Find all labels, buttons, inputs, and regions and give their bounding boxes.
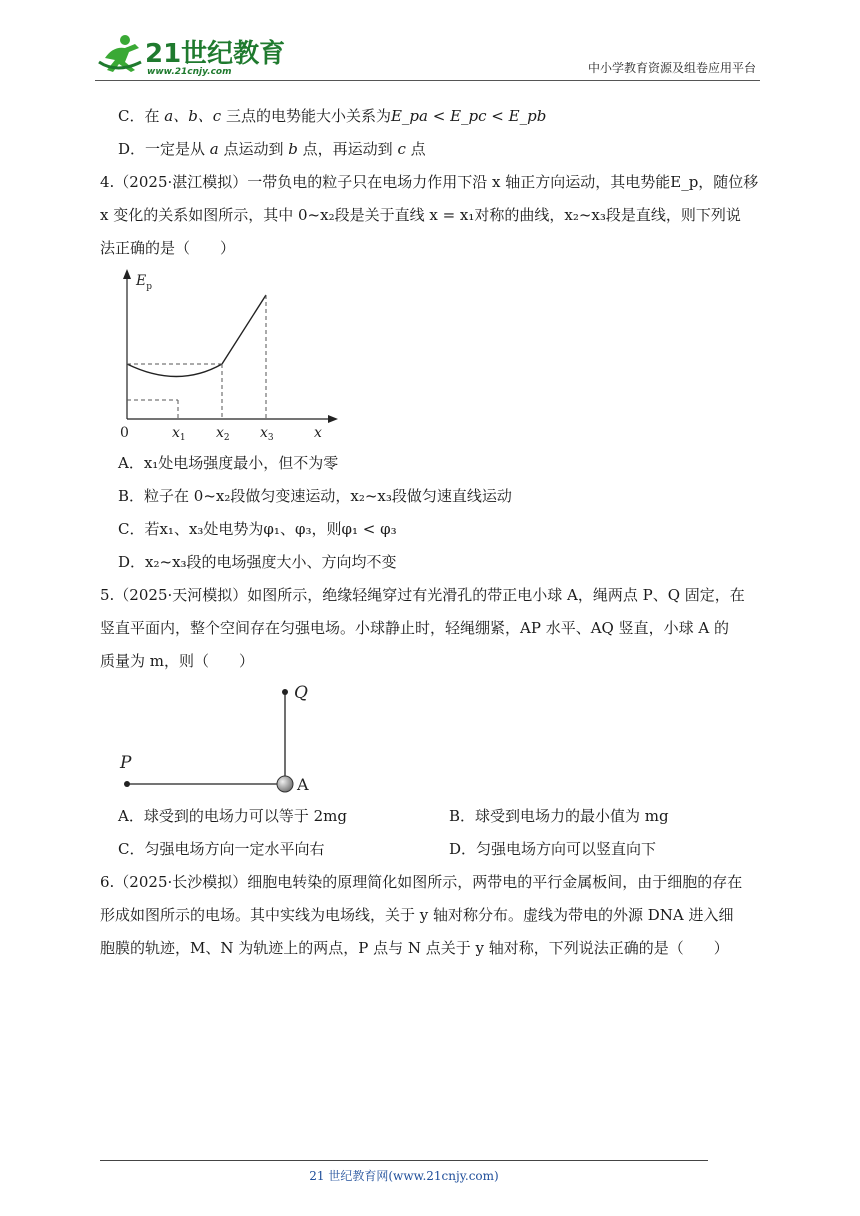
q5-stem-line-3: 质量为 m，则（ ） [100, 652, 254, 670]
q4-stem-line-2: x 变化的关系如图所示，其中 0~x₂段是关于直线 x = x₁对称的曲线，x₂~x₃段是直线，则下列说 [100, 206, 741, 224]
q5-options-row-1 [100, 800, 762, 833]
q4-stem-line-1: 4.（2025·湛江模拟）一带负电的粒子只在电场力作用下沿 x 轴正方向运动，其电势能E_p，随位移 [100, 173, 759, 191]
q6-stem-line-2: 形成如图所示的电场。其中实线为电场线，关于 y 轴对称分布。虚线为带电的外源 DNA 进入细 [100, 906, 734, 924]
q5-stem-line-1: 5.（2025·天河模拟）如图所示，绝缘轻绳穿过有光滑孔的带正电小球 A，绳两点 P、Q 固定，在 [100, 586, 745, 604]
q5-stem-line-2: 竖直平面内，整个空间存在匀强电场。小球静止时，轻绳绷紧，AP 水平、AQ 竖直，小球 A 的 [100, 619, 729, 637]
q5-options-row-2 [100, 833, 762, 866]
site-logo [95, 32, 286, 80]
graph-x1-label: $x_1$ [172, 425, 186, 443]
q4-option-a: A．x₁处电场强度最小，但不为零 [118, 454, 339, 472]
svg-text:www.21cnjy.com: www.21cnjy.com [147, 67, 232, 77]
graph-x3-label: $x_3$ [260, 425, 274, 443]
page-footer: 21 世纪教育网(www.21cnjy.com) [100, 1160, 708, 1184]
point-q-label: Q [294, 683, 308, 703]
runner-logo-icon [99, 35, 141, 72]
q3-option-c-math: E_pa < E_pc < E_pb [390, 107, 547, 125]
graph-y-label: E [136, 273, 147, 289]
graph-x2-label: $x_2$ [216, 425, 230, 443]
q3-option-c: C．在 a、b、c 三点的电势能大小关系为E_pa < E_pc < E_pb [118, 107, 547, 125]
q4-option-d: D．x₂~x₃段的电场强度大小、方向均不变 [118, 553, 397, 571]
q5-option-b: B．球受到电场力的最小值为 mg [449, 807, 669, 825]
q5-option-c: C．匀强电场方向一定水平向右 [118, 840, 325, 858]
q4-option-b: B．粒子在 0~x₂段做匀变速运动，x₂~x₃段做匀速直线运动 [118, 487, 512, 505]
q3-option-d: D．一定是从 a 点运动到 b 点，再运动到 c 点 [118, 140, 426, 158]
platform-name: 中小学教育资源及组卷应用平台 [587, 61, 756, 75]
q4-stem-line-3: 法正确的是（ ） [100, 239, 236, 257]
graph-x-axis-label: x [314, 425, 322, 441]
point-p-label: P [120, 753, 132, 773]
svg-text:Ep: $E_p$ [136, 273, 152, 292]
graph-origin-label: 0 [120, 425, 129, 441]
q4-energy-graph [114, 267, 374, 447]
ball-a [277, 776, 293, 792]
svg-text:21世纪教育: 21世纪教育 [145, 39, 286, 69]
q5-option-d: D．匀强电场方向可以竖直向下 [449, 840, 657, 858]
q4-option-c: C．若x₁、x₃处电势为φ₁、φ₃，则φ₁ < φ₃ [118, 520, 397, 538]
q5-rope-figure [114, 678, 374, 800]
question-content [100, 100, 762, 965]
q5-option-a: A．球受到的电场力可以等于 2mg [118, 807, 347, 825]
q6-stem-line-1: 6.（2025·长沙模拟）细胞电转染的原理简化如图所示，两带电的平行金属板间，由于细胞的存在 [100, 873, 743, 891]
page-header [95, 28, 760, 81]
q6-stem-line-3: 胞膜的轨迹，M、N 为轨迹上的两点，P 点与 N 点关于 y 轴对称，下列说法正确的是（ ） [100, 939, 729, 957]
ball-a-label: A [297, 775, 309, 794]
